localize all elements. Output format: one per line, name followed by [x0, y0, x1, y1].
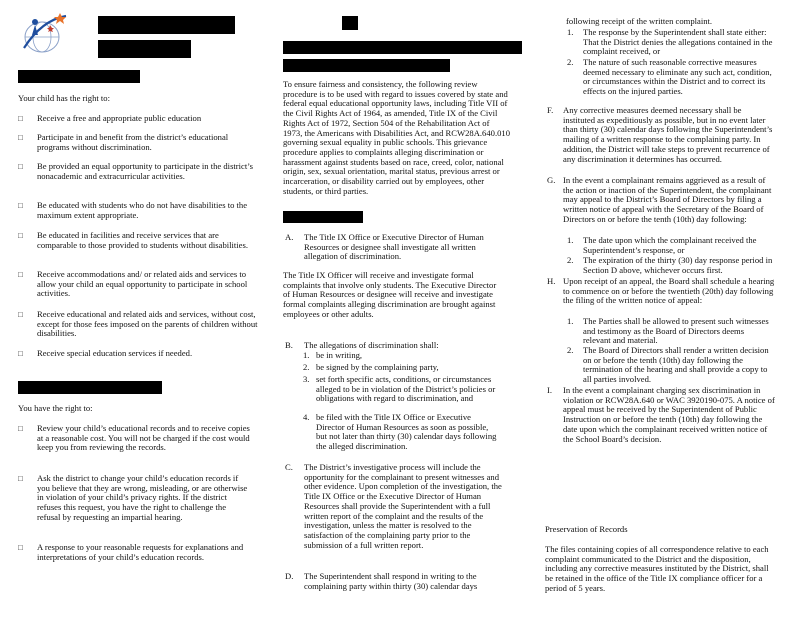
section-g-text: In the event a complainant remains aggrieved as a result of the action or inaction of the Superintendent, the complainant may appeal to the District’s Board of Directors by filing a written notice of appeal with the Secretary of the Board of Directors on or before the tenth (10th) day following: [563, 175, 772, 224]
right-item: Be educated in facilities and receive services that are comparable to those provided to students without disabilities. [37, 230, 248, 250]
section-h-label: H. [547, 276, 556, 286]
list-number: 2. [567, 255, 574, 265]
section-b-label: B. [285, 340, 293, 350]
section-a-label: A. [285, 232, 294, 242]
list-number: 2. [303, 362, 310, 372]
list-item: set forth specific acts, conditions, or circumstances alleged to be in violation of the District’s policies or obligations with regard to discrimination, and [316, 374, 496, 404]
right-item: Review your child’s educational records and to receive copies at a reasonable cost. You will not be charged if the cost would keep you from reviewing the records. [37, 423, 250, 453]
redacted-title-1 [98, 16, 235, 34]
list-number: 4. [303, 412, 310, 422]
section-b-text: The allegations of discrimination shall: [304, 340, 439, 350]
list-number: 2. [567, 345, 574, 355]
redacted-heading-3 [283, 211, 363, 223]
bullet-icon: □ [18, 310, 23, 319]
section-d-label: D. [285, 571, 294, 581]
section-d-continued: following receipt of the written complaint. [566, 16, 713, 26]
right-item: Ask the district to change your child’s education records if you believe that they are wrong, misleading, or are otherwise in violation of your child’s privacy rights. If the district refuses this request, you have the right to challenge the refusal by requesting an impartial hearing. [37, 473, 248, 522]
right-item: Receive educational and related aids and services, without cost, except for those fees imposed on the parents of children without disabilities. [37, 309, 258, 339]
section-f-text: Any corrective measures deemed necessary shall be instituted as expeditiously as possible, but in no event later than thirty (30) calendar days following the Superintendent’s mailing of a written response to the complaining party. In addition, the District will take steps to prevent recurrence of any discrimination it determines has occurred. [563, 105, 773, 164]
list-item: The nature of such reasonable corrective measures deemed necessary to eliminate any such act, condition, or circumstances within the District and to correct its effects on the injured parties. [583, 57, 772, 97]
list-number: 2. [567, 57, 574, 67]
list-item: The response by the Superintendent shall state either: That the District denies the allegations contained in the complaint received, or [583, 27, 773, 57]
rights-intro: Your child has the right to: [18, 93, 110, 103]
section-i-label: I. [547, 385, 553, 395]
bullet-icon: □ [18, 270, 23, 279]
list-item: be in writing, [316, 350, 363, 360]
redacted-heading-2 [18, 381, 162, 394]
bullet-icon: □ [18, 231, 23, 240]
list-item: The expiration of the thirty (30) day response period in Section D above, whichever occurs first. [583, 255, 773, 275]
redacted-title-4 [283, 41, 522, 54]
right-item: Be provided an equal opportunity to participate in the district’s nonacademic and extracurricular activities. [37, 161, 253, 181]
section-f-label: F. [547, 105, 554, 115]
bullet-icon: □ [18, 201, 23, 210]
list-number: 1. [567, 27, 574, 37]
preservation-text: The files containing copies of all correspondence relative to each complaint communicated to the District and the disposition, including any corrective measures instituted by the District, shall be retained in the office of the Title IX compliance officer for a period of 5 years. [545, 544, 769, 593]
section-c-text: The District’s investigative process will include the opportunity for the complainant to present witnesses and other evidence. Upon completion of the investigation, the Title IX Office or the Executive Director of Human Resources shall provide the Superintendent with a full written report of the complaint and the results of the investigation, unless the matter is resolved to the satisfaction of the complaining party prior to the submission of a full written report. [304, 462, 502, 550]
redacted-title-2 [98, 40, 191, 58]
list-number: 1. [567, 235, 574, 245]
bullet-icon: □ [18, 474, 23, 483]
list-item: be signed by the complaining party, [316, 362, 439, 372]
section-c-label: C. [285, 462, 293, 472]
right-item: Be educated with students who do not have disabilities to the maximum extent appropriate. [37, 200, 248, 220]
right-item: Receive accommodations and/ or related aids and services to allow your child an equal opportunity to participate in school activities. [37, 269, 248, 299]
right-item: A response to your reasonable requests for explanations and interpretations of your child’s education records. [37, 542, 244, 562]
bullet-icon: □ [18, 114, 23, 123]
list-number: 3. [303, 374, 310, 384]
list-number: 1. [303, 350, 310, 360]
preservation-heading: Preservation of Records [545, 524, 628, 534]
list-item: The date upon which the complainant received the Superintendent’s response, or [583, 235, 757, 255]
redacted-title-5 [283, 59, 450, 72]
redacted-heading-1 [18, 70, 140, 83]
redacted-title-3 [342, 16, 358, 30]
bullet-icon: □ [18, 162, 23, 171]
bullet-icon: □ [18, 133, 23, 142]
section-a-para: The Title IX Officer will receive and investigate formal complaints that involve only students. The Executive Director of Human Resources or designee will receive and investigate formal complaints alleging discrimination are brought against employees or other adults. [283, 270, 497, 319]
list-number: 1. [567, 316, 574, 326]
right-item: Receive special education services if needed. [37, 348, 193, 358]
section-d-text: The Superintendent shall respond in writing to the complaining party within thirty (30) calendar days [304, 571, 478, 591]
bullet-icon: □ [18, 543, 23, 552]
list-item: be filed with the Title IX Office or Executive Director of Human Resources as soon as possible, but not later than thirty (30) calendar days following the alleged discrimination. [316, 412, 497, 452]
rights-intro-2: You have the right to: [18, 403, 93, 413]
section-g-label: G. [547, 175, 556, 185]
section-i-text: In the event a complainant charging sex discrimination in violation or RCW28A.640 or WAC 3920190-075. A notice of appeal must be received by the Superintendent of Public Instruction on or before the tenth (10th) day following the date upon which the complainant received written notice of the School Board’s decision. [563, 385, 775, 444]
district-logo [18, 10, 72, 56]
section-a-text: The Title IX Office or Executive Director of Human Resources or designee shall investigate all written allegation of discrimination. [304, 232, 484, 262]
list-item: The Board of Directors shall render a written decision on or before the tenth (10th) day following the termination of the hearing and shall provide a copy to all parties involved. [583, 345, 769, 385]
list-item: The Parties shall be allowed to present such witnesses and testimony as the Board of Directors deems relevant and material. [583, 316, 769, 346]
procedure-intro: To ensure fairness and consistency, the following review procedure is to be used with regard to issues covered by state and federal equal educational opportunity laws, including Title VII of the Civil Rights Act of 1964, as amended, Title IX of the Civil Rights Act of 1972, Section 504 of the Rehabilitation Act of 1973, the Americans with Disabilities Act, and RCW28A.640.010 governing sexual equality in public schools. This grievance procedure applies to complaints alleging discrimination or harassment against students based on race, creed, color, national origin, sex, sexual orientation, marital status, previous arrest or incarceration, or disability carried out by employees, other students, or third parties. [283, 79, 510, 196]
right-item: Receive a free and appropriate public education [37, 113, 202, 123]
right-item: Participate in and benefit from the district’s educational programs without discrimination. [37, 132, 229, 152]
bullet-icon: □ [18, 349, 23, 358]
bullet-icon: □ [18, 424, 23, 433]
section-h-text: Upon receipt of an appeal, the Board shall schedule a hearing to commence on or before the twentieth (20th) day following the filing of the written notice of appeal: [563, 276, 775, 306]
